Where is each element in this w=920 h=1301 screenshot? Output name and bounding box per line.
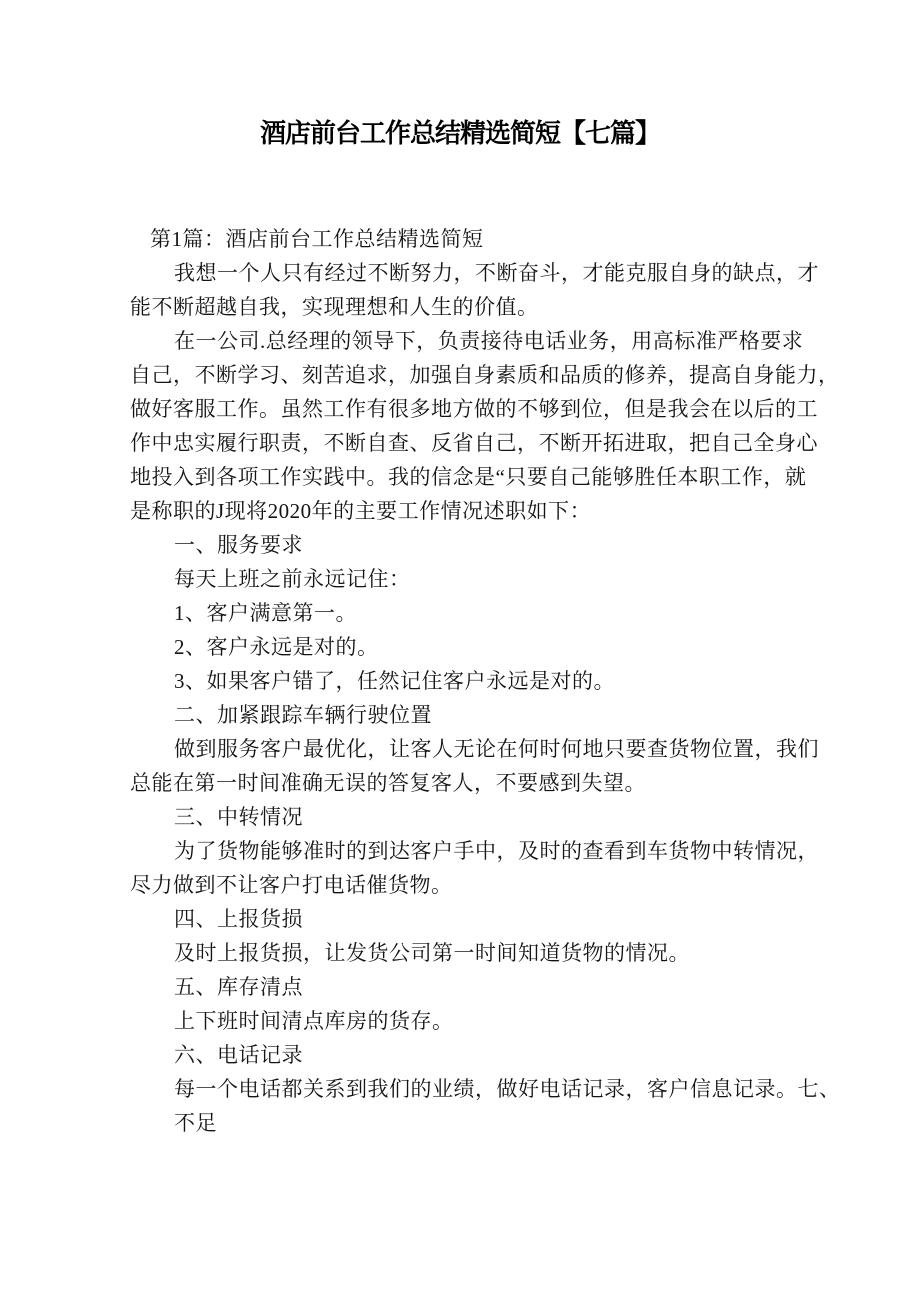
document-body xyxy=(130,222,841,1140)
text-line: 总能在第一时间准确无误的答复客人，不要感到失望。 xyxy=(130,771,646,795)
text-line: 地投入到各项工作实践中。我的信念是“只要自己能够胜任本职工作，就 xyxy=(130,465,807,489)
text-line: 六、电话记录 xyxy=(174,1043,303,1067)
text-line: 自己，不断学习、刻苦追求，加强自身素质和品质的修养，提高自身能力， xyxy=(130,363,840,387)
text-line: 每一个电话都关系到我们的业绩，做好电话记录，客户信息记录。七、 xyxy=(174,1077,841,1101)
text-line: 做到服务客户最优化，让客人无论在何时何地只要查货物位置，我们 xyxy=(174,737,819,761)
text-line: 作中忠实履行职责，不断自查、反省自己，不断开拓进取，把自己全身心 xyxy=(130,431,818,455)
text-line: 五、库存清点 xyxy=(174,975,303,999)
text-line: 上下班时间清点库房的货存。 xyxy=(174,1009,454,1033)
text-line: 二、加紧跟踪车辆行驶位置 xyxy=(174,703,432,727)
text-line: 我想一个人只有经过不断努力，不断奋斗，才能克服自身的缺点，才 xyxy=(174,261,819,285)
text-line: 1、客户满意第一。 xyxy=(174,601,357,625)
text-line: 做好客服工作。虽然工作有很多地方做的不够到位，但是我会在以后的工 xyxy=(130,397,818,421)
text-line: 在一公司.总经理的领导下，负责接待电话业务，用高标准严格要求 xyxy=(174,329,804,353)
text-line: 三、中转情况 xyxy=(174,805,303,829)
text-line: 是称职的J现将2020年的主要工作情况述职如下： xyxy=(130,499,592,523)
text-line: 及时上报货损，让发货公司第一时间知道货物的情况。 xyxy=(174,941,690,965)
text-line: 第1篇：酒店前台工作总结精选简短 xyxy=(150,227,484,251)
text-line: 一、服务要求 xyxy=(174,533,303,557)
document-title: 酒店前台工作总结精选简短【七篇】 xyxy=(259,118,660,148)
text-line: 四、上报货损 xyxy=(174,907,303,931)
text-line: 尽力做到不让客户打电话催货物。 xyxy=(130,873,453,897)
text-line: 2、客户永远是对的。 xyxy=(174,635,379,659)
text-line: 3、如果客户错了，任然记住客户永远是对的。 xyxy=(174,669,615,693)
text-line: 能不断超越自我，实现理想和人生的价值。 xyxy=(130,295,539,319)
text-line: 每天上班之前永远记住： xyxy=(174,567,411,591)
text-line: 不足 xyxy=(174,1111,217,1135)
text-line: 为了货物能够准时的到达客户手中，及时的查看到车货物中转情况， xyxy=(174,839,819,863)
